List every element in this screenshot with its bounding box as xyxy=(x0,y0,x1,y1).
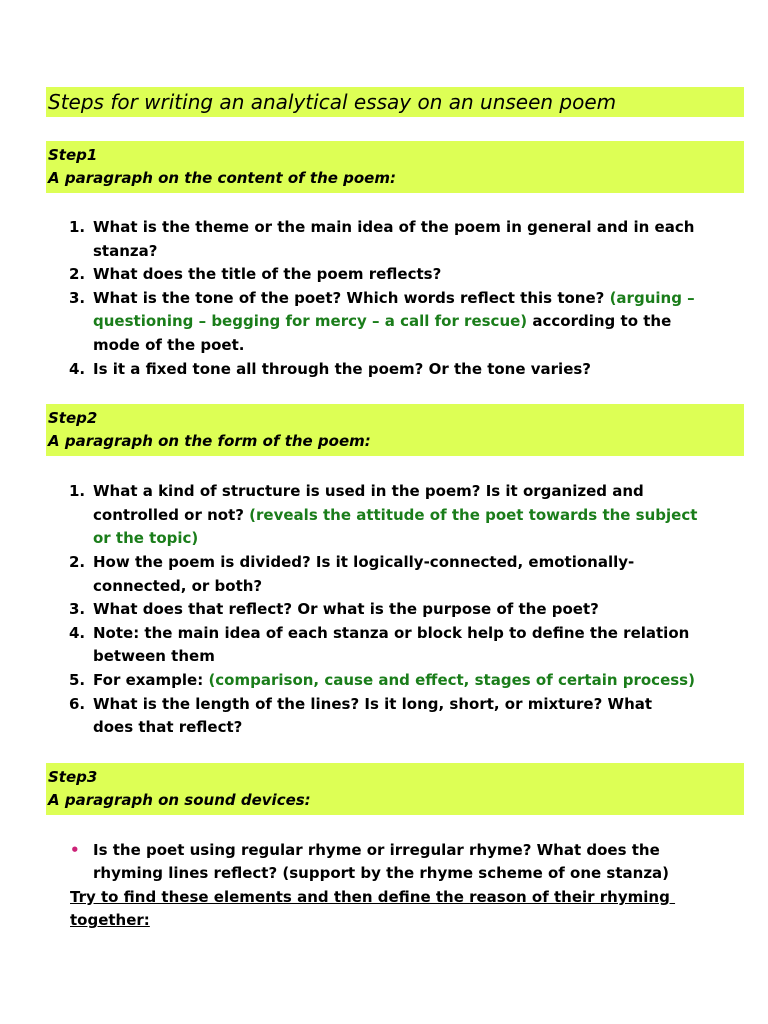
step-2-header xyxy=(46,404,744,456)
item-text: connected, or both? xyxy=(93,576,263,595)
example-text: questioning – begging for mercy – a call for rescue) xyxy=(93,312,528,331)
example-text: (reveals the attitude of the poet towards the subject xyxy=(249,505,698,524)
item-text: Is the poet using regular rhyme or irregular rhyme? What does the xyxy=(93,840,660,859)
item-number: 4. xyxy=(69,623,86,642)
step-2-heading: A paragraph on the form of the poem: xyxy=(48,432,371,451)
document-page xyxy=(46,87,744,933)
item-text: stanza? xyxy=(93,241,158,260)
item-number: 3. xyxy=(69,600,86,619)
bullet-icon: • xyxy=(70,840,80,859)
list-item xyxy=(46,598,744,622)
step-3-label: Step3 xyxy=(48,767,98,786)
item-text: What does that reflect? Or what is the purpose of the poet? xyxy=(93,600,599,619)
list-item xyxy=(46,839,744,886)
page-title: Steps for writing an analytical essay on an unseen poem xyxy=(46,87,744,117)
list-item xyxy=(46,622,744,669)
item-number: 1. xyxy=(69,482,86,501)
item-text: What is the length of the lines? Is it long, short, or mixture? What xyxy=(93,694,653,713)
item-number: 2. xyxy=(69,265,86,284)
step-1-label: Step1 xyxy=(48,146,98,164)
item-text: What a kind of structure is used in the poem? Is it organized and xyxy=(93,482,644,501)
step-1-list xyxy=(46,216,744,381)
item-text: between them xyxy=(93,647,215,666)
step-3-section xyxy=(46,763,744,933)
item-text: does that reflect? xyxy=(93,718,243,737)
underlined-instruction xyxy=(46,886,744,933)
step-2-section xyxy=(46,404,744,740)
step-3-heading: A paragraph on sound devices: xyxy=(48,790,311,809)
list-item xyxy=(46,287,744,358)
item-number: 6. xyxy=(69,694,86,713)
item-text: For example: xyxy=(93,670,209,689)
item-text: according to the xyxy=(527,312,672,331)
item-number: 3. xyxy=(69,288,86,307)
item-text: Note: the main idea of each stanza or block help to define the relation xyxy=(93,623,690,642)
item-number: 2. xyxy=(69,552,86,571)
example-text: (arguing – xyxy=(609,288,695,307)
item-text: rhyming lines reflect? (support by the rhyme scheme of one stanza) xyxy=(93,864,670,883)
step-2-list xyxy=(46,480,744,740)
item-text: What is the tone of the poet? Which words reflect this tone? xyxy=(93,288,610,307)
list-item xyxy=(46,216,744,263)
example-text: or the topic) xyxy=(93,529,199,548)
item-number: 1. xyxy=(69,218,86,236)
item-number: 5. xyxy=(69,670,86,689)
underlined-text: Try to find these elements and then define the reason of their rhyming xyxy=(70,887,676,906)
item-text: How the poem is divided? Is it logically-connected, emotionally- xyxy=(93,552,635,571)
item-text: mode of the poet. xyxy=(93,335,245,354)
example-text: (comparison, cause and effect, stages of certain process) xyxy=(208,670,695,689)
item-text: What is the theme or the main idea of the poem in general and in each xyxy=(93,218,695,236)
step-2-label: Step2 xyxy=(48,409,98,428)
underlined-text: together: xyxy=(70,911,150,930)
item-number: 4. xyxy=(69,359,86,378)
list-item xyxy=(46,693,744,740)
item-text: controlled or not? xyxy=(93,505,250,524)
item-text: Is it a fixed tone all through the poem? Or the tone varies? xyxy=(93,359,592,378)
list-item xyxy=(46,263,744,287)
step-3-list xyxy=(46,839,744,886)
list-item xyxy=(46,358,744,382)
list-item xyxy=(46,669,744,693)
step-1-header xyxy=(46,141,744,193)
list-item xyxy=(46,480,744,551)
step-1-heading: A paragraph on the content of the poem: xyxy=(48,169,396,187)
step-3-header xyxy=(46,763,744,815)
item-text: What does the title of the poem reflects? xyxy=(93,265,442,284)
list-item xyxy=(46,551,744,598)
step-1-section xyxy=(46,141,744,381)
